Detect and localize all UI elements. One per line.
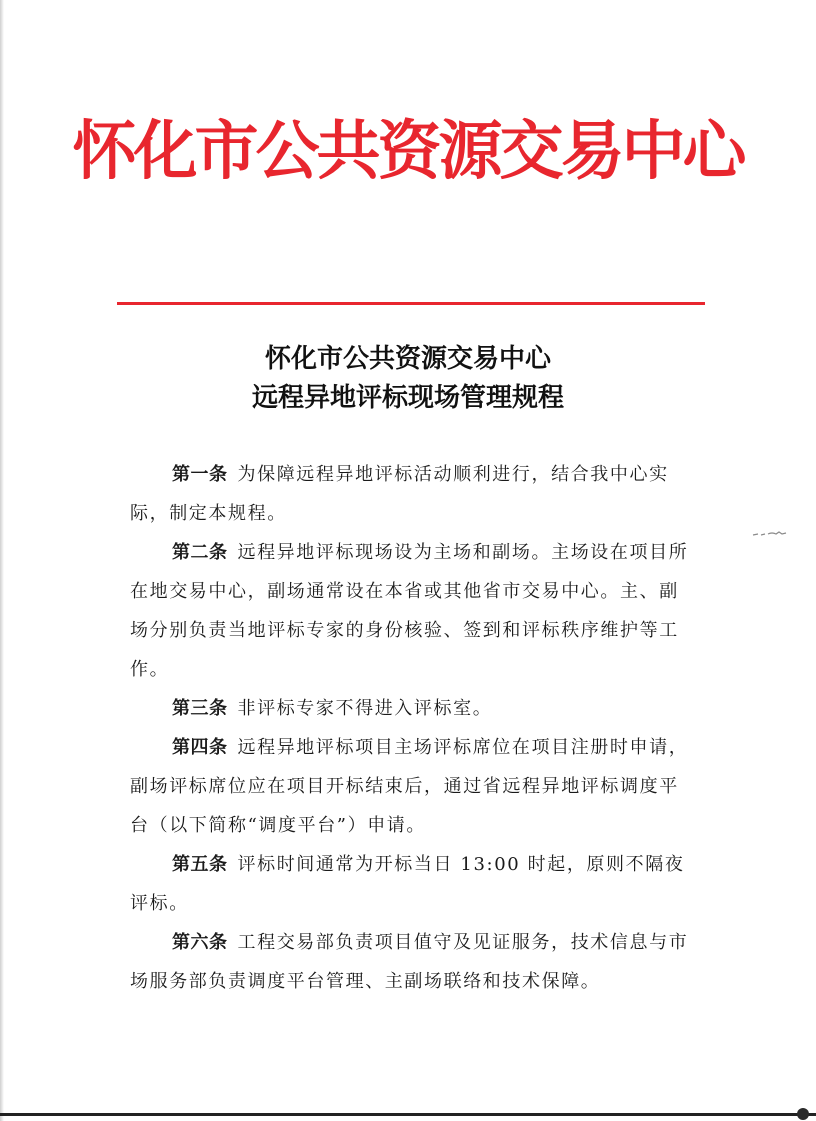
article-label: 第五条 [172,854,228,875]
red-header-rule [117,302,705,305]
article-5 [130,845,690,923]
bottom-scan-line [0,1113,816,1116]
article-label: 第二条 [172,542,228,563]
scan-speck-mark [752,528,788,538]
article-label: 第四条 [172,737,228,758]
article-text: 为保障远程异地评标活动顺利进行，结合我中心实际，制定本规程。 [130,464,669,524]
document-title-line-2: 远程异地评标现场管理规程 [251,383,564,413]
article-label: 第三条 [172,698,228,719]
article-text: 非评标专家不得进入评标室。 [237,698,493,719]
article-2 [130,533,690,689]
article-label: 第一条 [172,464,228,485]
article-text: 评标时间通常为开标当日 13:00 时起，原则不隔夜评标。 [130,854,685,914]
article-1 [130,455,690,533]
article-text: 远程异地评标现场设为主场和副场。主场设在项目所在地交易中心，副场通常设在本省或其他省市交易中心。主、副场分别负责当地评标专家的身份核验、签到和评标秩序维护等工作。 [130,542,689,680]
article-4 [130,728,690,845]
article-3 [130,689,690,728]
corner-scan-blot [797,1108,809,1120]
article-text: 远程异地评标项目主场评标席位在项目注册时申请，副场评标席位应在项目开标结束后，通过省远程异地评标调度平台（以下简称“调度平台”）申请。 [130,737,689,836]
article-6 [130,923,690,1001]
article-text: 工程交易部负责项目值守及见证服务，技术信息与市场服务部负责调度平台管理、主副场联络和技术保障。 [130,932,689,992]
red-header-title: 怀化市公共资源交易中心 [72,114,744,189]
article-label: 第六条 [172,932,228,953]
document-title-line-1: 怀化市公共资源交易中心 [264,344,551,374]
